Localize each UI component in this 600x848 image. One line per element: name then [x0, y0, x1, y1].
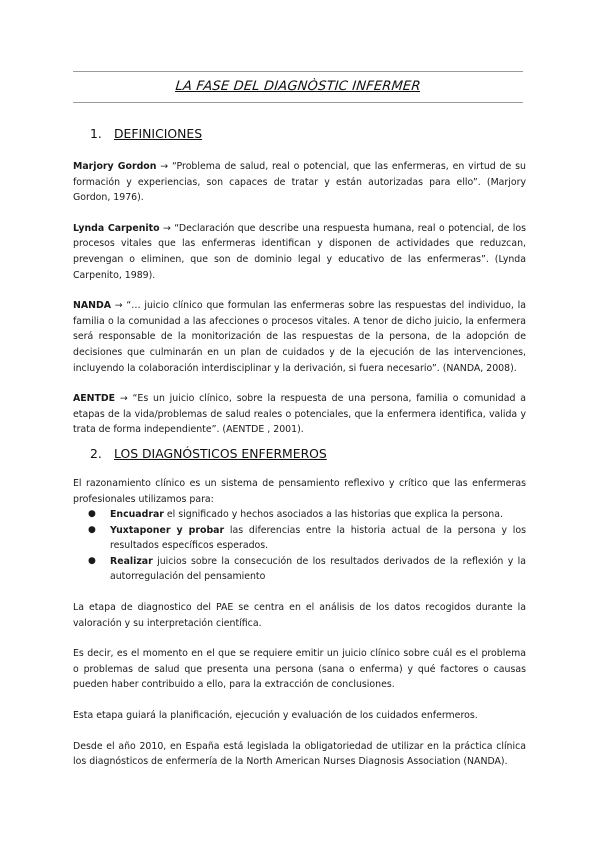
bullet-keyword: Realizar: [110, 555, 153, 567]
bullet-keyword: Encuadrar: [110, 509, 164, 521]
list-item: [73, 554, 526, 585]
bullet-keyword: Yuxtaponer y probar: [110, 524, 225, 536]
section-2-title: LOS DIAGNÓSTICOS ENFERMEROS: [114, 445, 327, 461]
bullet-icon: ●: [88, 524, 96, 535]
paragraph-clinical-judgement: Es decir, es el momento en el que se requiere emitir un juicio clínico sobre cuál es el problema o problemas de salud que presenta una persona (sana o enferma) y qué factores o causas pueden haber contribuido a ello, para la extracción de conclusiones.: [73, 648, 526, 691]
definition-carpenito: [73, 221, 526, 283]
title-top-rule: [73, 71, 523, 72]
list-item: [73, 507, 526, 523]
section-1-title: DEFINICIONES: [114, 126, 203, 141]
arrow-glyph: →: [114, 300, 123, 312]
section-1-number: 1.: [90, 126, 102, 141]
arrow-glyph: →: [119, 393, 128, 405]
document-title: LA FASE DEL DIAGNÒSTIC INFERMER: [174, 79, 422, 94]
title-block: [73, 71, 523, 103]
bullet-text: el significado y hechos asociados a las historias que explica la persona.: [163, 509, 503, 521]
definition-text: “Problema de salud, real o potencial, que las enfermeras, en virtud de su formación y experiencias, son capaces de tratar y están autorizadas para ello”. (Marjory Gordon, 1976).: [73, 161, 526, 204]
bullet-icon: ●: [88, 509, 96, 520]
paragraph-planning: Esta etapa guiará la planificación, ejecución y evaluación de los cuidados enfermeros.: [73, 710, 478, 722]
arrow-glyph: →: [160, 161, 169, 172]
definition-author: Marjory Gordon: [73, 161, 157, 172]
definition-gordon: [73, 159, 526, 206]
bullet-text: las diferencias entre la historia actual de la persona y los resultados específicos esperados.: [110, 524, 526, 552]
definition-text: “… juicio clínico que formulan las enfermeras sobre las respuestas del individuo, la familia o la comunidad a las afecciones o procesos vitales. A tenor de dicho juicio, la enfermera será responsable de la monitorización de las respuestas de la persona, de la adopción de decisiones que culminarán en un plan de cuidados y de la ejecución de las intervenciones, incluyendo la colaboración interdisciplinar y la derivación, si fuera necesario”. (NANDA, 2008).: [73, 300, 526, 374]
arrow-glyph: →: [163, 222, 171, 234]
paragraph-legislation: Desde el año 2010, en España está legislada la obligatoriedad de utilizar en la práctica clínica los diagnósticos de enfermería de la North American Nurses Diagnosis Association (NANDA).: [73, 740, 526, 768]
reasoning-bullet-list: [73, 507, 526, 585]
definition-author: Lynda Carpenito: [73, 222, 160, 234]
definition-author: NANDA: [73, 300, 111, 312]
section-1-heading: [73, 125, 526, 142]
bullet-text: juicios sobre la consecución de los resultados derivados de la reflexión y la autorregulación del pensamiento: [110, 555, 526, 583]
bullet-icon: ●: [88, 555, 96, 566]
title-bottom-rule: [73, 102, 523, 103]
definition-aentde: [73, 391, 526, 438]
section-2-number: 2.: [90, 445, 102, 461]
paragraph-diagnostic-stage: La etapa de diagnostico del PAE se centra en el análisis de los datos recogidos durante la valoración y su interpretación científica.: [73, 602, 526, 629]
definition-nanda: [73, 298, 526, 376]
definition-text: “Es un juicio clínico, sobre la respuesta de una persona, familia o comunidad a etapas de la vida/problemas de salud reales o potenciales, que la enfermera identifica, valida y trata de forma independiente”. (AENTDE , 2001).: [73, 393, 526, 436]
definition-author: AENTDE: [73, 393, 116, 405]
document-body: [73, 125, 526, 770]
list-item: [73, 523, 526, 554]
definition-text: “Declaración que describe una respuesta humana, real o potencial, de los procesos vitales que las enfermeras identifican y disponen de actividades que reduzcan, prevengan o eliminen, que son de dominio legal y educativo de las enfermeras”. (Lynda Carpenito, 1989).: [73, 222, 527, 281]
section-2-heading: [73, 445, 526, 462]
section-2-intro: El razonamiento clínico es un sistema de pensamiento reflexivo y crítico que las enfermeras profesionales utilizamos para:: [73, 477, 526, 505]
